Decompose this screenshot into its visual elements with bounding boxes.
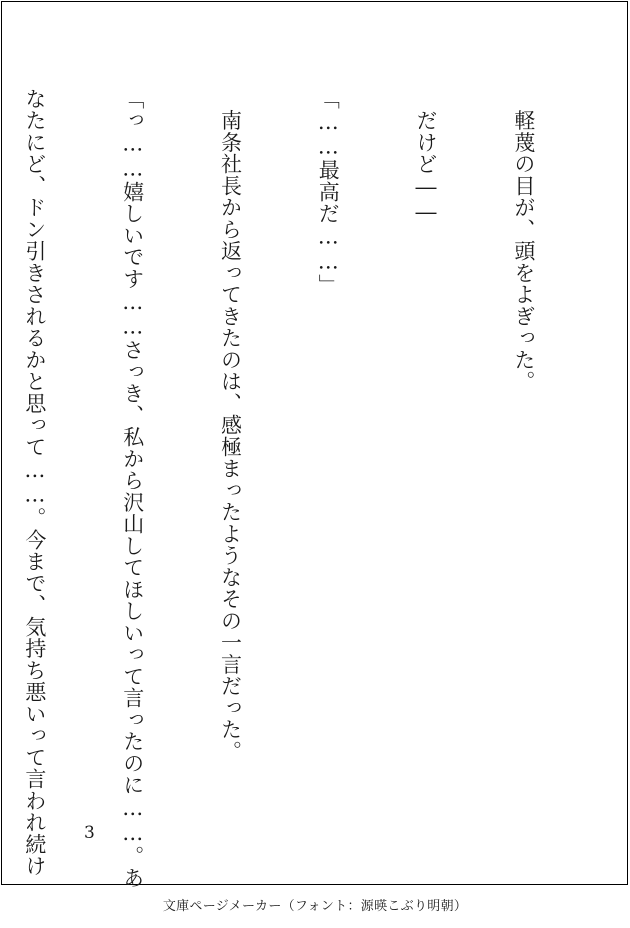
text-line: 「……最高だ……」	[316, 88, 341, 296]
page-number: 3	[84, 823, 95, 843]
text-line: 軽蔑の目が、頭をよぎった。	[511, 88, 536, 393]
footer-caption: 文庫ページメーカー（フォント：源暎こぶり明朝）	[162, 899, 468, 914]
text-line: なたにど、ドン引きされるかと思って……。今まで、気持ち悪いって言われ続け	[22, 88, 47, 877]
book-page	[1, 1, 628, 889]
text-line: 南条社長から返ってきたのは、感極まったようなその一言だった。	[218, 88, 243, 763]
vertical-text-body	[0, 88, 605, 889]
text-line: だけど――	[414, 88, 439, 225]
text-line: 「っ……嬉しいです……さっき、私から沢山してほしいって言ったのに……。あ	[120, 88, 145, 889]
